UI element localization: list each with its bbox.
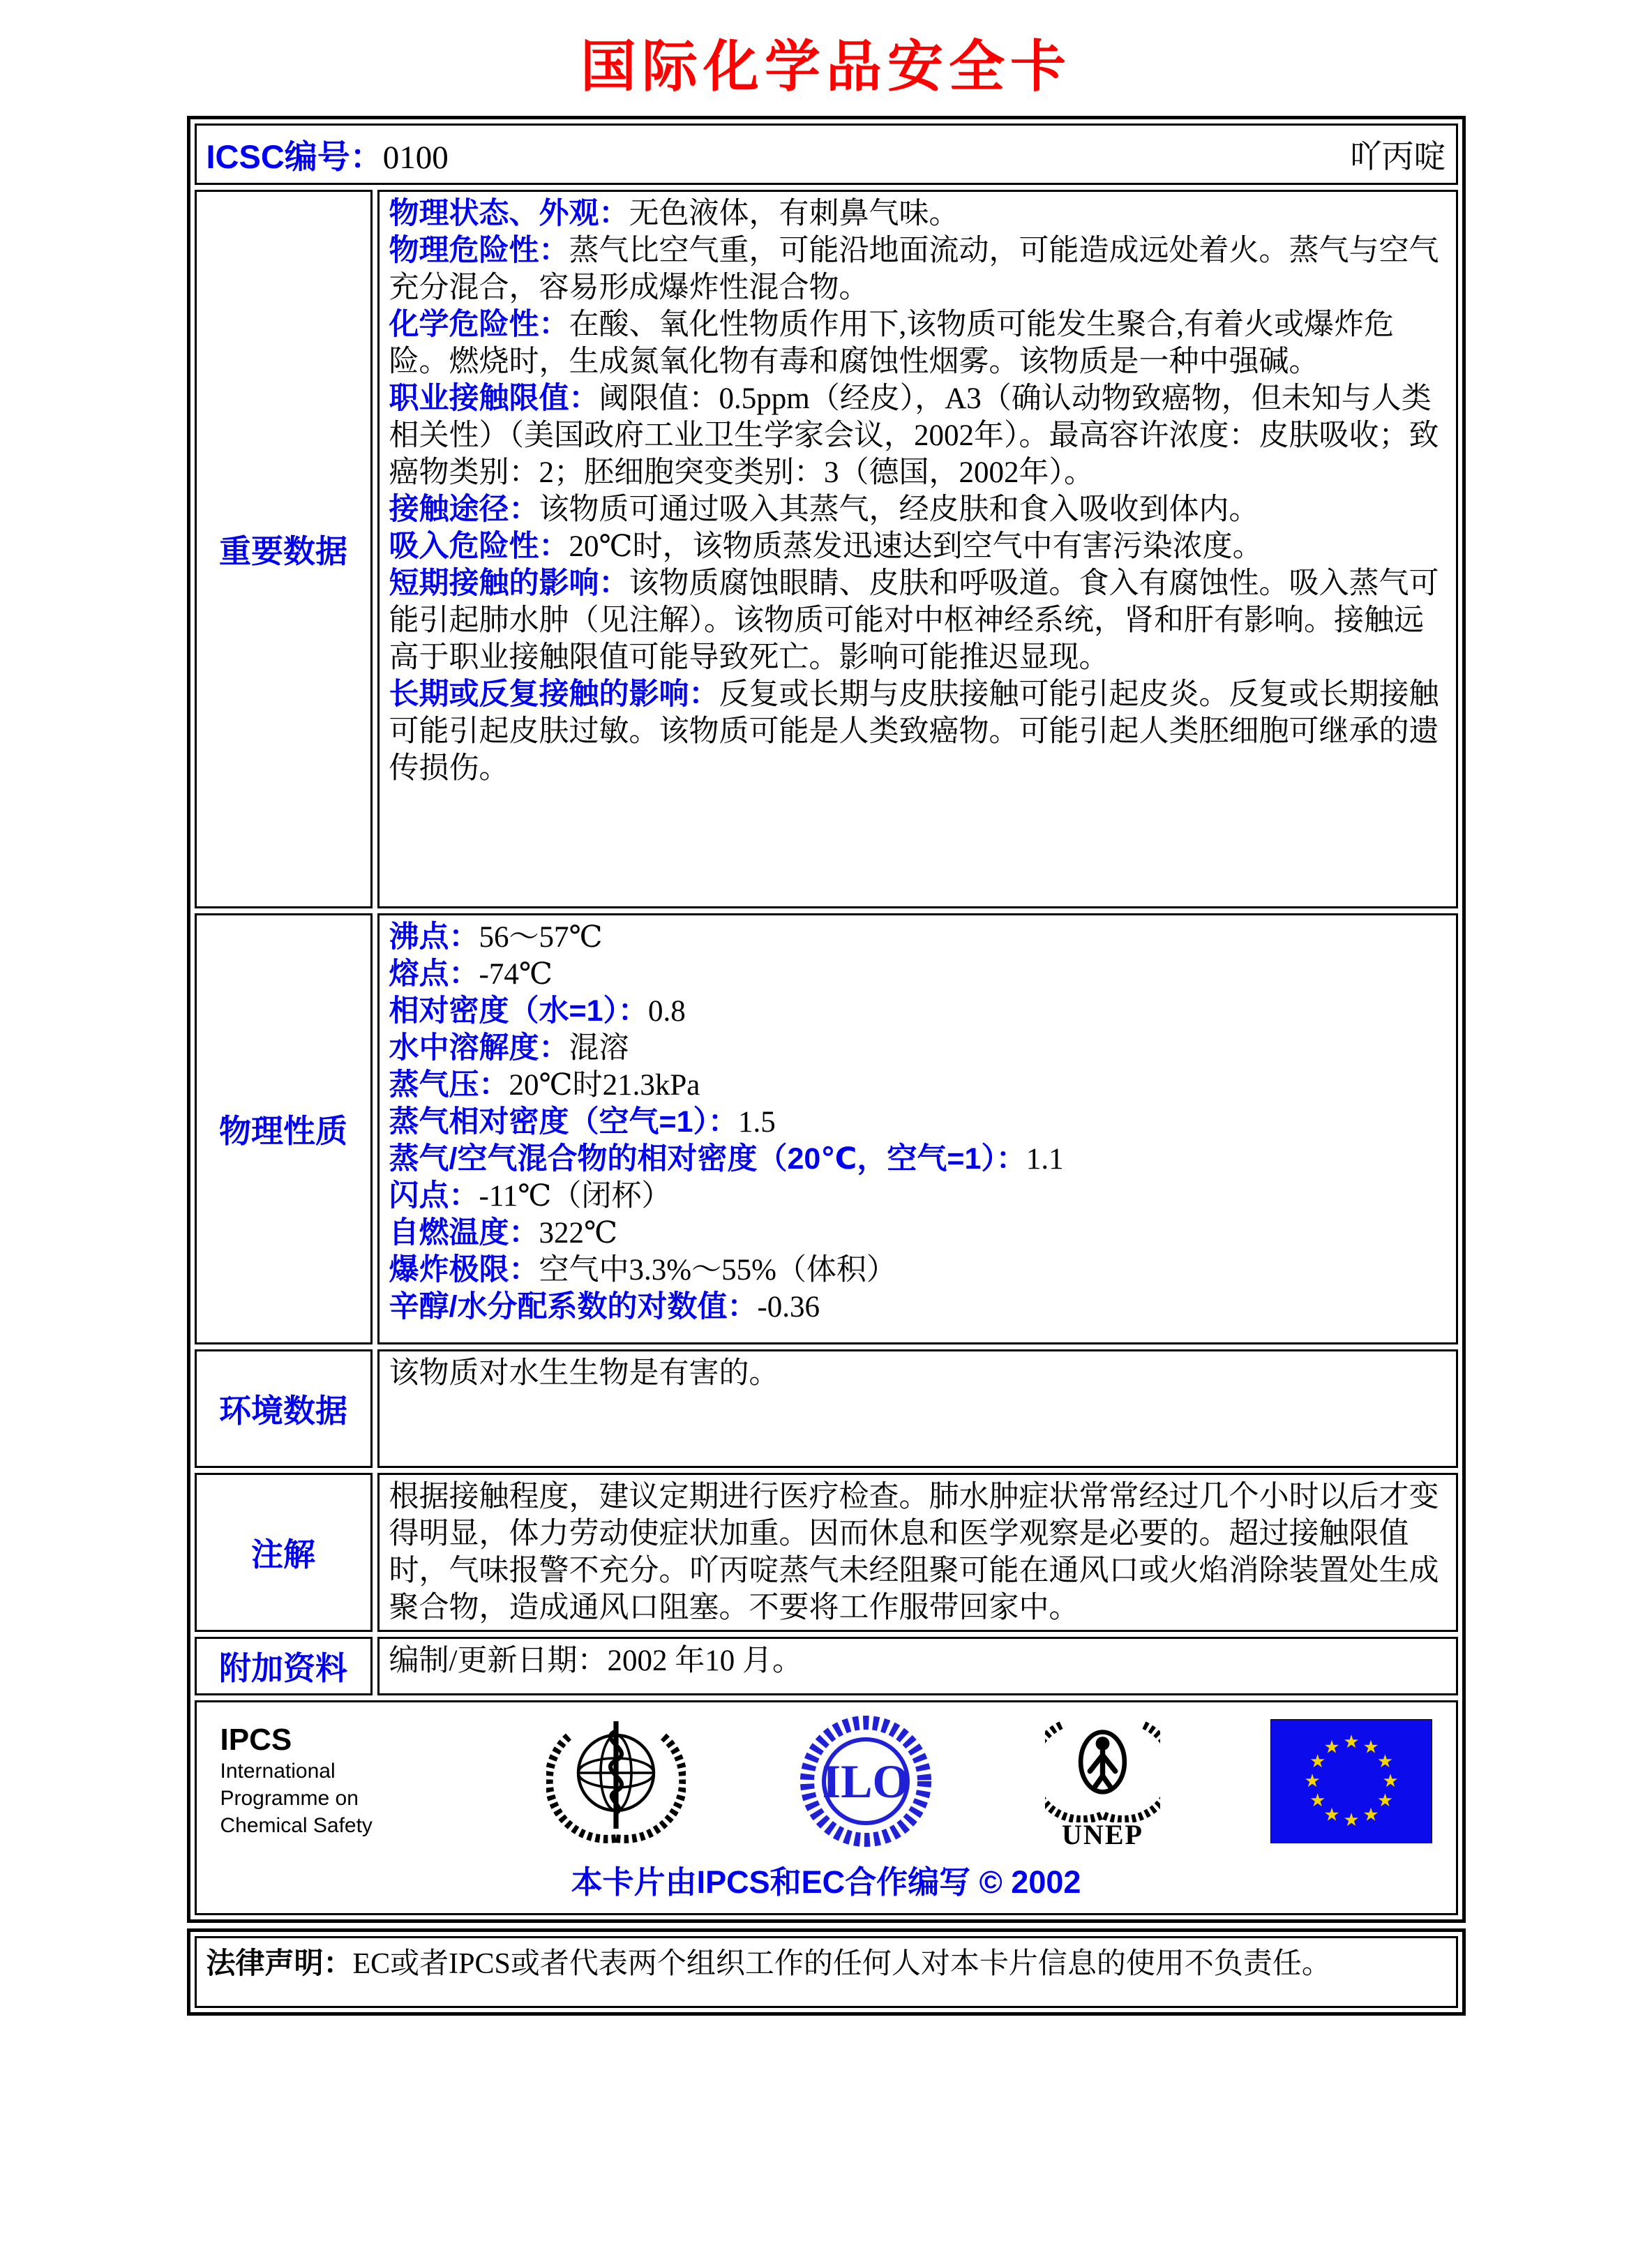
eu-star: ★: [1323, 1737, 1340, 1758]
field-label: 蒸气/空气混合物的相对密度（20℃，空气=1）：: [389, 1142, 1026, 1176]
environmental-data-content: [377, 1349, 1458, 1468]
important-data-row: [195, 190, 1458, 908]
field-short-term-effects: [389, 565, 1446, 676]
additional-info-content: [377, 1637, 1458, 1695]
row-label-text: 环境数据: [219, 1393, 347, 1429]
field-label: 职业接触限值：: [389, 382, 599, 415]
important-data-content: [377, 190, 1458, 908]
field-label: 化学危险性：: [389, 308, 569, 341]
icsc-header-cell: [195, 123, 1458, 185]
legal-text: EC或者IPCS或者代表两个组织工作的任何人对本卡片信息的使用不负责任。: [352, 1948, 1331, 1980]
ipcs-line-1: International: [220, 1760, 336, 1783]
eu-star: ★: [1342, 1731, 1360, 1753]
credit-line: 本卡片由IPCS和EC合作编写 © 2002: [571, 1864, 1081, 1900]
field-label: 吸入危险性：: [389, 530, 569, 563]
unep-logo-icon: [1045, 1711, 1160, 1822]
field-label: 接触途径：: [389, 493, 539, 526]
legal-statement: [206, 1945, 1446, 1982]
field-occupational-limits: [389, 380, 1446, 491]
physical-properties-content: [377, 913, 1458, 1344]
field-vapor-pressure: [389, 1067, 1446, 1104]
legal-label: 法律声明：: [206, 1947, 353, 1979]
icsc-number-group: [206, 131, 449, 178]
ipcs-line-3: Chemical Safety: [220, 1814, 373, 1838]
field-label: 沸点：: [389, 920, 479, 954]
field-explosive-limits: [389, 1252, 1446, 1289]
eu-star: ★: [1309, 1751, 1326, 1772]
eu-star: ★: [1323, 1804, 1340, 1825]
eu-star: ★: [1303, 1770, 1321, 1792]
field-value: 反复或长期与皮肤接触可能引起皮炎。反复或长期接触可能引起皮肤过敏。该物质可能是人类致癌物。可能引起人类胚细胞可继承的遗传损伤。: [389, 678, 1439, 785]
field-value: 0.8: [648, 995, 686, 1028]
eu-flag-icon: [1270, 1719, 1432, 1843]
field-label: 辛醇/水分配系数的对数值：: [389, 1290, 758, 1324]
field-value: 空气中3.3%～55%（体积）: [539, 1254, 896, 1287]
field-physical-hazard: [389, 232, 1446, 306]
field-label: 物理危险性：: [389, 234, 569, 267]
field-vapor-air-mixture-density: [389, 1141, 1446, 1178]
physical-properties-row: [195, 913, 1458, 1344]
field-chemical-hazard: [389, 306, 1446, 380]
page-title: 国际化学品安全卡: [580, 36, 1072, 98]
environmental-data-row: [195, 1349, 1458, 1468]
field-inhalation-risk: [389, 528, 1446, 565]
icsc-number-value: 0100: [382, 139, 449, 176]
logos-row: [195, 1700, 1458, 1915]
row-label-important-data: [195, 190, 373, 908]
field-value: 该物质可通过吸入其蒸气，经皮肤和食入吸收到体内。: [539, 493, 1259, 526]
field-value: 该物质腐蚀眼睛、皮肤和呼吸道。食入有腐蚀性。吸入蒸气可能引起肺水肿（见注解）。该物质可能对中枢神经系统，肾和肝有影响。接触远高于职业接触限值可能导致死亡。影响可能推迟显现。: [389, 567, 1439, 674]
field-value: 56～57℃: [479, 921, 603, 954]
row-label-text: 重要数据: [219, 533, 347, 569]
field-label: 蒸气相对密度（空气=1）：: [389, 1105, 739, 1139]
row-label-text: 附加资料: [219, 1650, 347, 1686]
environmental-data-text: 该物质对水生生物是有害的。: [389, 1357, 779, 1390]
icsc-header-row: [195, 123, 1458, 185]
additional-info-row: [195, 1637, 1458, 1695]
field-label: 物理状态、外观：: [389, 197, 629, 230]
field-vapor-relative-density: [389, 1104, 1446, 1141]
unep-block: [1045, 1711, 1160, 1851]
unep-caption-text: UNEP: [1062, 1819, 1143, 1850]
notes-content: [377, 1473, 1458, 1632]
field-octanol-water-partition: [389, 1289, 1446, 1326]
eu-star: ★: [1376, 1751, 1393, 1772]
field-value: 20℃时，该物质蒸发迅速达到空气中有害污染浓度。: [569, 530, 1263, 563]
field-physical-state: [389, 195, 1446, 232]
field-value: 阈限值：0.5ppm（经皮），A3（确认动物致癌物，但未知与人类相关性）（美国政府工业卫生学家会议，2002年）。最高容许浓度：皮肤吸收；致癌物类别：2；胚细胞突变类别：3（德国，2002年）。: [389, 382, 1439, 489]
field-value: 20℃时21.3kPa: [509, 1069, 700, 1102]
field-value: -11℃（闭杯）: [479, 1180, 672, 1213]
field-value: 混溶: [569, 1032, 629, 1065]
legal-cell: [195, 1936, 1458, 2008]
notes-row: [195, 1473, 1458, 1632]
ilo-caption-text: ILO: [822, 1754, 909, 1808]
ilo-logo-icon: [796, 1711, 936, 1851]
field-label: 水中溶解度：: [389, 1031, 569, 1065]
row-label-notes: [195, 1473, 373, 1632]
field-value: 1.5: [738, 1106, 776, 1139]
ipcs-acronym: IPCS: [220, 1722, 292, 1757]
logos-strip: [215, 1711, 1438, 1851]
eu-star: ★: [1362, 1804, 1379, 1825]
logos-cell: [195, 1700, 1458, 1915]
field-label: 相对密度（水=1）：: [389, 994, 649, 1028]
main-table: [187, 116, 1466, 1923]
field-exposure-routes: [389, 491, 1446, 528]
notes-text: 根据接触程度，建议定期进行医疗检查。肺水肿症状常常经过几个小时以后才变得明显，体力劳动使症状加重。因而休息和医学观察是必要的。超过接触限值时，气味报警不充分。吖丙啶蒸气未经阻聚可能在通风口或火焰消除装置处生成聚合物，造成通风口阻塞。不要将工作服带回家中。: [389, 1481, 1439, 1624]
icsc-number-label: ICSC编号：: [206, 137, 383, 175]
field-value: 无色液体，有刺鼻气味。: [629, 197, 959, 230]
field-label: 自燃温度：: [389, 1216, 539, 1250]
row-label-physical-properties: [195, 913, 373, 1344]
field-value: 322℃: [539, 1217, 618, 1250]
field-label: 熔点：: [389, 957, 479, 991]
field-relative-density: [389, 993, 1446, 1030]
additional-info-text: 编制/更新日期：2002 年10 月。: [389, 1644, 802, 1677]
field-flash-point: [389, 1178, 1446, 1215]
ipcs-line-2: Programme on: [220, 1787, 359, 1811]
field-label: 短期接触的影响：: [389, 567, 629, 600]
field-label: 爆炸极限：: [389, 1253, 539, 1287]
field-boiling-point: [389, 919, 1446, 956]
row-label-text: 注解: [251, 1536, 315, 1573]
field-value: 蒸气比空气重，可能沿地面流动，可能造成远处着火。蒸气与空气充分混合，容易形成爆炸性混合物。: [389, 234, 1439, 304]
row-label-environmental-data: [195, 1349, 373, 1468]
eu-star: ★: [1376, 1790, 1393, 1811]
eu-star: ★: [1381, 1770, 1399, 1792]
field-water-solubility: [389, 1030, 1446, 1067]
field-value: -74℃: [479, 958, 553, 991]
field-label: 蒸气压：: [389, 1068, 509, 1102]
field-melting-point: [389, 956, 1446, 993]
chemical-name: 吖丙啶: [1349, 139, 1446, 174]
eu-star: ★: [1342, 1809, 1360, 1831]
row-label-text: 物理性质: [219, 1113, 347, 1149]
legal-table: [187, 1928, 1466, 2016]
field-label: 长期或反复接触的影响：: [389, 677, 719, 711]
eu-star: ★: [1362, 1737, 1379, 1758]
field-value: 在酸、氧化性物质作用下,该物质可能发生聚合,有着火或爆炸危险。燃烧时，生成氮氧化物有毒和腐蚀性烟雾。该物质是一种中强碱。: [389, 308, 1394, 378]
field-value: -0.36: [757, 1291, 820, 1324]
who-logo-icon: [546, 1711, 686, 1851]
field-long-term-effects: [389, 676, 1446, 787]
field-label: 闪点：: [389, 1179, 479, 1213]
eu-star: ★: [1309, 1790, 1326, 1811]
ipcs-text-block: [220, 1723, 437, 1840]
row-label-additional-info: [195, 1637, 373, 1695]
field-value: 1.1: [1026, 1143, 1064, 1176]
field-autoignition-temperature: [389, 1215, 1446, 1252]
